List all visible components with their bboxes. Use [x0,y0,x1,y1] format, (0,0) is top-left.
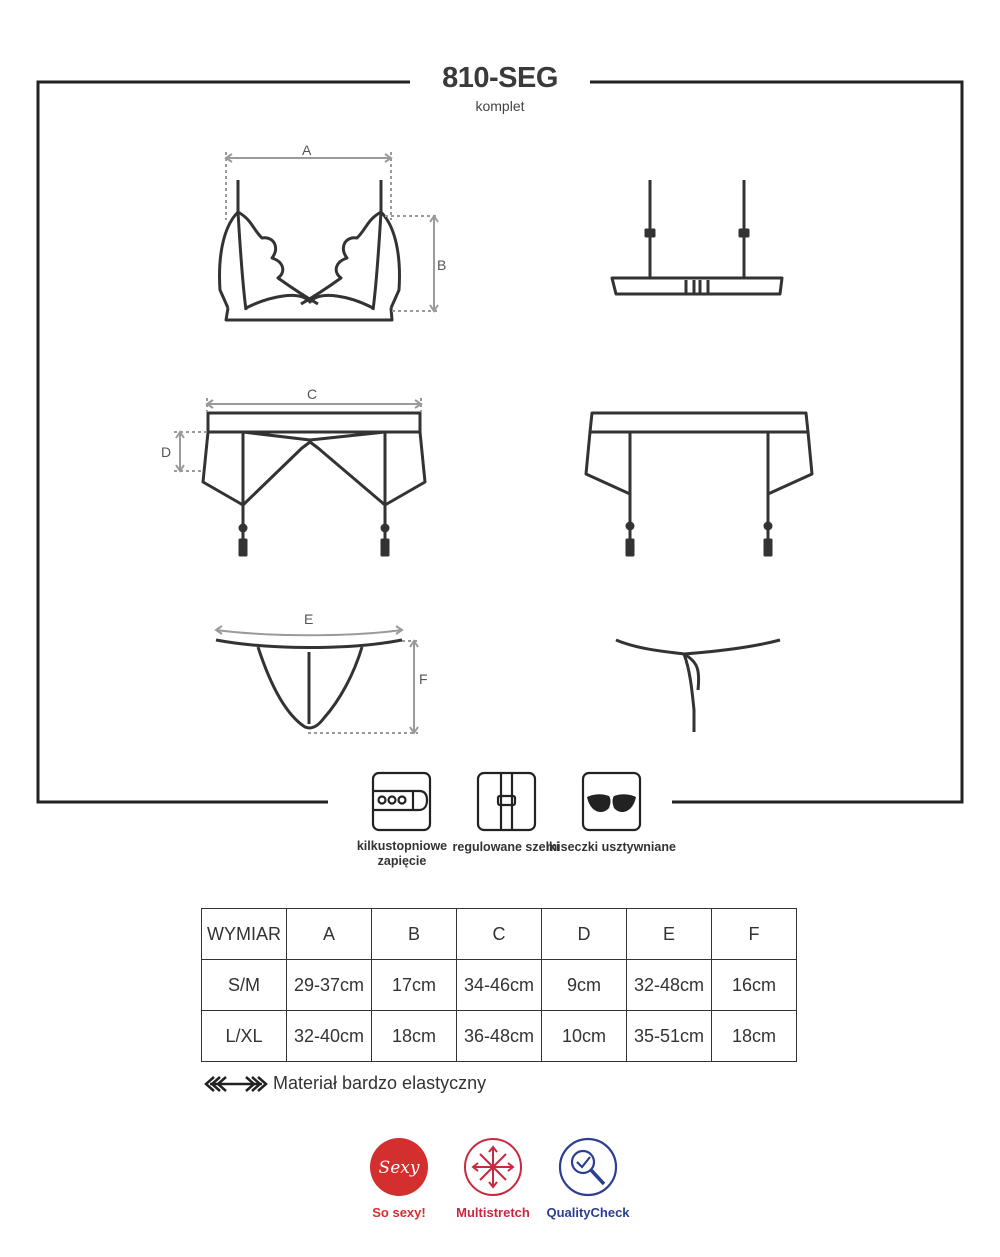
table-cell: 34-46cm [457,960,542,1011]
thong-front-drawing [216,640,402,728]
table-cell: 35-51cm [627,1011,712,1062]
bra-back-drawing [612,180,782,294]
feature-label-straps: regulowane szelki [452,840,560,854]
product-subtitle: komplet [475,98,525,114]
table-cell: 9cm [542,960,627,1011]
feature-label-clasp: kilkustopniowe zapięcie [356,839,448,868]
dimension-label-d: D [161,444,172,460]
table-header-cell: A [287,909,372,960]
multistretch-icon [465,1139,521,1195]
table-cell: 32-48cm [627,960,712,1011]
dimension-label-b: B [437,257,447,273]
dimension-label-e: E [304,611,314,627]
table-cell: 36-48cm [457,1011,542,1062]
badge-label-sexy: So sexy! [372,1205,426,1220]
feature-label-cups: miseczki usztywniane [546,840,676,854]
table-header-cell: C [457,909,542,960]
sexy-logo-text: Sexy [378,1158,420,1178]
table-cell: L/XL [202,1011,287,1062]
badge-label-qualitycheck: QualityCheck [546,1205,630,1220]
bra-front-drawing [220,180,400,320]
adjustable-strap-icon [478,773,535,830]
padded-cups-icon [583,773,640,830]
frame [38,82,962,802]
table-cell: 10cm [542,1011,627,1062]
table-cell: 18cm [372,1011,457,1062]
hook-clasp-icon [373,773,430,830]
table-cell: 18cm [712,1011,797,1062]
garter-belt-back-drawing [586,413,812,555]
table-header-cell: F [712,909,797,960]
table-cell: 29-37cm [287,960,372,1011]
table-row [202,1011,797,1062]
thong-back-drawing [616,640,780,732]
product-title: 810-SEG [442,62,558,94]
table-cell: S/M [202,960,287,1011]
table-row [202,960,797,1011]
table-header-cell: WYMIAR [202,909,287,960]
table-header-row [202,909,797,960]
dimension-label-f: F [419,671,428,687]
size-table [201,908,797,1062]
material-note: Materiał bardzo elastyczny [273,1073,487,1093]
sexy-logo-icon [370,1138,428,1196]
table-cell: 32-40cm [287,1011,372,1062]
table-header-cell: B [372,909,457,960]
table-header-cell: E [627,909,712,960]
table-cell: 16cm [712,960,797,1011]
stretch-arrows-icon [206,1077,266,1091]
dimension-label-a: A [302,142,312,158]
dimension-label-c: C [307,386,318,402]
table-header-cell: D [542,909,627,960]
quality-check-icon [560,1139,616,1195]
table-cell: 17cm [372,960,457,1011]
badge-label-multistretch: Multistretch [456,1205,530,1220]
garter-belt-front-drawing [203,413,425,555]
